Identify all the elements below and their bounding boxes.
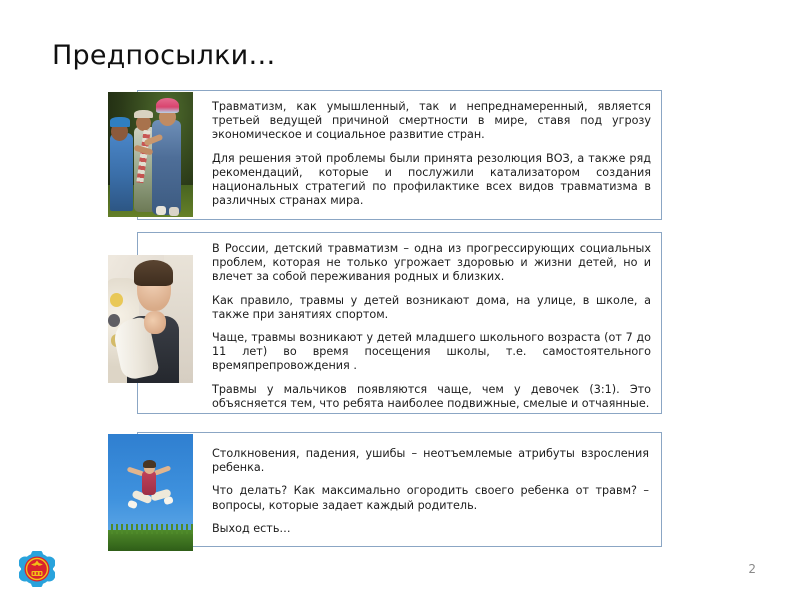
photo-jumping-child [108, 434, 193, 551]
block-2-text [212, 242, 651, 411]
block-3-text [212, 447, 649, 536]
paragraph: Столкновения, падения, ушибы – неотъемлемые атрибуты взросления ребенка. [212, 447, 649, 475]
photo-child-left [110, 133, 134, 211]
photo-child-left-hat [110, 117, 130, 127]
photo-child-hair [134, 260, 173, 286]
organization-emblem-icon [19, 551, 55, 587]
paragraph: Травматизм, как умышленный, так и непреднамеренный, является третьей ведущей причиной смертности в мире, ставя под угрозу экономическое и социальное развитие стран. [212, 100, 651, 142]
photo-child-right-hat [156, 98, 180, 113]
block-1-text [212, 100, 651, 208]
paragraph: Травмы у мальчиков появляются чаще, чем у девочек (3:1). Это объясняется тем, что ребята наиболее подвижные, смелые и отчаянные. [212, 382, 651, 410]
photo-child-middle-hat [134, 110, 153, 119]
photo-shoe-left [156, 206, 166, 215]
photo-child-hair [143, 460, 156, 468]
paragraph: В России, детский травматизм – одна из прогрессирующих социальных проблем, которая не только угрожает здоровью и жизни детей, но и влечет за собой переживания родных и близких. [212, 242, 651, 284]
content-block-2 [137, 232, 662, 414]
paragraph: Чаще, травмы возникают у детей младшего школьного возраста (от 7 до 11 лет) во время посещения школы, т.е. самостоятельного времяпрепровождения . [212, 331, 651, 373]
photo-children-outdoors [108, 92, 193, 217]
paragraph: Для решения этой проблемы были принята резолюция ВОЗ, а также ряд рекомендаций, которые и послужили катализатором создания национальных стратегий по профилактике всех видов травматизма в различных странах мира. [212, 151, 651, 208]
page-title: Предпосылки… [52, 40, 276, 72]
photo-child-torso [142, 471, 156, 494]
paragraph: Как правило, травмы у детей возникают дома, на улице, в школе, а также при занятиях спортом. [212, 293, 651, 321]
paragraph: Что делать? Как максимально огородить своего ребенка от травм? – вопросы, которые задает каждый родитель. [212, 484, 649, 512]
photo-shoe-right [169, 207, 179, 216]
photo-child-right [152, 120, 181, 215]
content-block-3 [137, 432, 662, 547]
photo-child-hand [144, 311, 166, 334]
content-block-1 [137, 90, 662, 220]
page-number: 2 [748, 562, 756, 576]
photo-child-with-arm-cast [108, 255, 193, 383]
photo-grass [108, 530, 193, 551]
photo-pattern-dot [108, 314, 120, 327]
paragraph: Выход есть… [212, 521, 291, 535]
